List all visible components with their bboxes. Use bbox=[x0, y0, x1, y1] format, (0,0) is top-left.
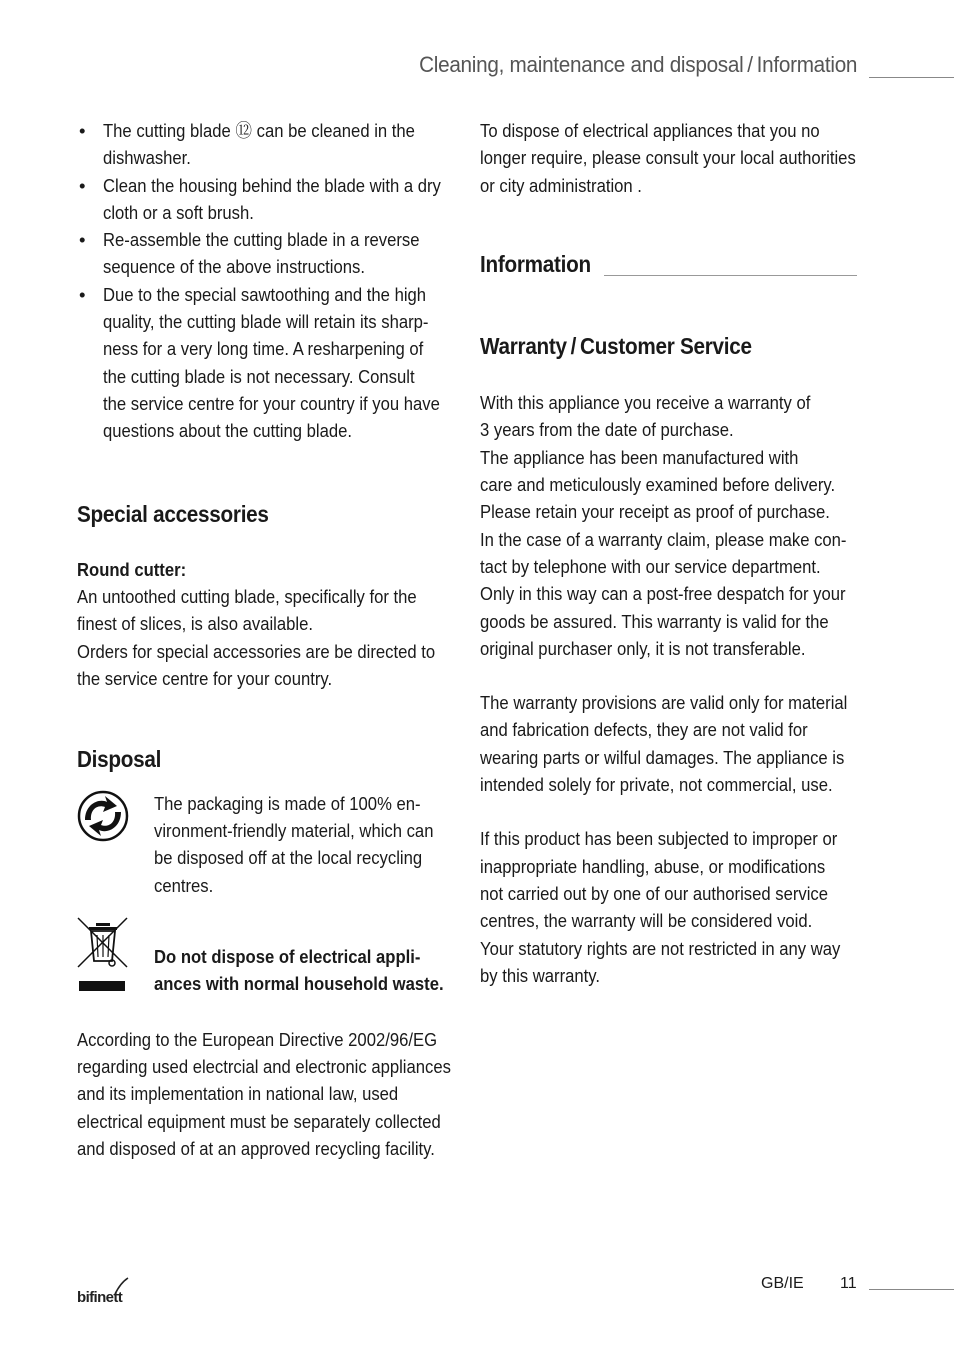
bullet-glyph: • bbox=[79, 174, 86, 196]
information-rule bbox=[604, 275, 857, 276]
list-item bbox=[77, 281, 457, 445]
warranty-line: Your statutory rights are not restricted in any way bbox=[480, 937, 841, 959]
directive-line: and its implementation in national law, used bbox=[77, 1083, 399, 1105]
special-line: finest of slices, is also available. bbox=[77, 613, 313, 635]
bullet-glyph: • bbox=[79, 120, 86, 141]
warranty-line: 3 years from the date of purchase. bbox=[480, 419, 734, 441]
warranty-line: care and meticulously examined before delivery. bbox=[480, 474, 836, 496]
warranty-line: not carried out by one of our authorised service bbox=[480, 882, 829, 904]
directive-line: regarding used electrcial and electronic appliances bbox=[77, 1056, 451, 1078]
warranty-line: by this warranty. bbox=[480, 964, 600, 986]
bullet-line: ness for a very long time. A resharpening of bbox=[103, 338, 424, 360]
weee-block bbox=[77, 917, 457, 999]
bullet-glyph: • bbox=[79, 229, 86, 251]
directive-paragraph bbox=[77, 1026, 457, 1162]
warranty-line: Only in this way can a post-free despatch for your bbox=[480, 583, 846, 605]
bullet-line: the service centre for your country if you have bbox=[103, 392, 440, 414]
warranty-line: centres, the warranty will be considered void. bbox=[480, 910, 813, 932]
special-line: the service centre for your country. bbox=[77, 668, 333, 690]
warranty-heading: Warranty / Customer Service bbox=[480, 332, 752, 359]
directive-line: According to the European Directive 2002/96/EG bbox=[77, 1028, 438, 1050]
directive-line: and disposed of at an approved recycling facility. bbox=[77, 1138, 435, 1160]
warranty-line: In the case of a warranty claim, please make con- bbox=[480, 528, 847, 550]
special-accessories-heading: Special accessories bbox=[77, 500, 269, 527]
packaging-line: vironment-friendly material, which can bbox=[154, 819, 434, 841]
packaging-line: be disposed off at the local recycling bbox=[154, 847, 423, 869]
warranty-line: and fabrication defects, they are not valid for bbox=[480, 719, 808, 741]
bullet-line: Due to the special sawtoothing and the high bbox=[103, 283, 427, 305]
intro-line: To dispose of electrical appliances that you no bbox=[480, 120, 820, 141]
header-rule bbox=[869, 77, 954, 78]
list-item bbox=[77, 117, 457, 172]
crossed-out-wheelie-bin-icon bbox=[77, 917, 129, 993]
bullet-line: cloth or a soft brush. bbox=[103, 201, 254, 223]
bullet-glyph: • bbox=[79, 283, 86, 305]
warranty-line: original purchaser only, it is not transferable. bbox=[480, 637, 806, 659]
bullet-line: Re-assemble the cutting blade in a reverse bbox=[103, 229, 420, 251]
warranty-line: With this appliance you receive a warranty of bbox=[480, 392, 811, 414]
warranty-line: tact by telephone with our service department. bbox=[480, 555, 821, 577]
page-number: 11 bbox=[840, 1275, 857, 1292]
bullet-line: sequence of the above instructions. bbox=[103, 256, 365, 278]
list-item bbox=[77, 226, 457, 281]
packaging-block bbox=[77, 790, 457, 899]
warranty-line: Please retain your receipt as proof of purchase. bbox=[480, 501, 830, 523]
warranty-paragraph-1 bbox=[480, 389, 860, 662]
warranty-line: The warranty provisions are valid only for material bbox=[480, 692, 848, 714]
warranty-line: inappropriate handling, abuse, or modifications bbox=[480, 855, 826, 877]
bullet-line: the cutting blade is not necessary. Consult bbox=[103, 365, 415, 387]
special-line: An untoothed cutting blade, specifically for the bbox=[77, 586, 417, 608]
warranty-line: intended solely for private, not commercial, use. bbox=[480, 774, 833, 796]
intro-line: or city administration . bbox=[480, 174, 642, 196]
list-item bbox=[77, 172, 457, 227]
right-column bbox=[480, 117, 860, 989]
intro-line: longer require, please consult your local authorities bbox=[480, 147, 856, 169]
footer-rule bbox=[869, 1289, 954, 1290]
special-line: Orders for special accessories are be directed to bbox=[77, 640, 436, 662]
left-column bbox=[77, 117, 457, 1162]
warranty-line: The appliance has been manufactured with bbox=[480, 446, 799, 468]
cleaning-bullets bbox=[77, 117, 457, 445]
warranty-paragraph-2 bbox=[480, 689, 860, 798]
bullet-line: Clean the housing behind the blade with a dry bbox=[103, 174, 441, 196]
bullet-line: questions about the cutting blade. bbox=[103, 420, 353, 442]
bullet-line: quality, the cutting blade will retain its sharp- bbox=[103, 311, 429, 333]
disposal-heading: Disposal bbox=[77, 746, 162, 773]
warranty-line: If this product has been subjected to improper or bbox=[480, 828, 838, 850]
page-header-title: Cleaning, maintenance and disposal / Information bbox=[418, 52, 857, 77]
round-cutter-subheading: Round cutter: bbox=[77, 558, 187, 580]
bifinett-logo bbox=[77, 1276, 133, 1310]
bullet-line: The cutting blade ⑫ can be cleaned in the bbox=[103, 120, 415, 141]
recycling-green-dot-icon bbox=[77, 790, 129, 842]
region-label: GB/IE bbox=[761, 1275, 804, 1292]
bullet-line: dishwasher. bbox=[103, 147, 191, 169]
warning-line: Do not dispose of electrical appli- bbox=[154, 945, 421, 967]
packaging-line: The packaging is made of 100% en- bbox=[154, 792, 421, 814]
brand-wordmark: bifinett bbox=[77, 1289, 123, 1306]
warranty-paragraph-3 bbox=[480, 825, 860, 989]
warranty-line: goods be assured. This warranty is valid for the bbox=[480, 610, 829, 632]
information-heading-row bbox=[480, 251, 860, 283]
packaging-line: centres. bbox=[154, 874, 214, 896]
warranty-line: wearing parts or wilful damages. The appliance is bbox=[480, 746, 845, 768]
warning-line: ances with normal household waste. bbox=[154, 973, 444, 995]
information-heading: Information bbox=[480, 250, 591, 277]
directive-line: electrical equipment must be separately collected bbox=[77, 1110, 441, 1132]
